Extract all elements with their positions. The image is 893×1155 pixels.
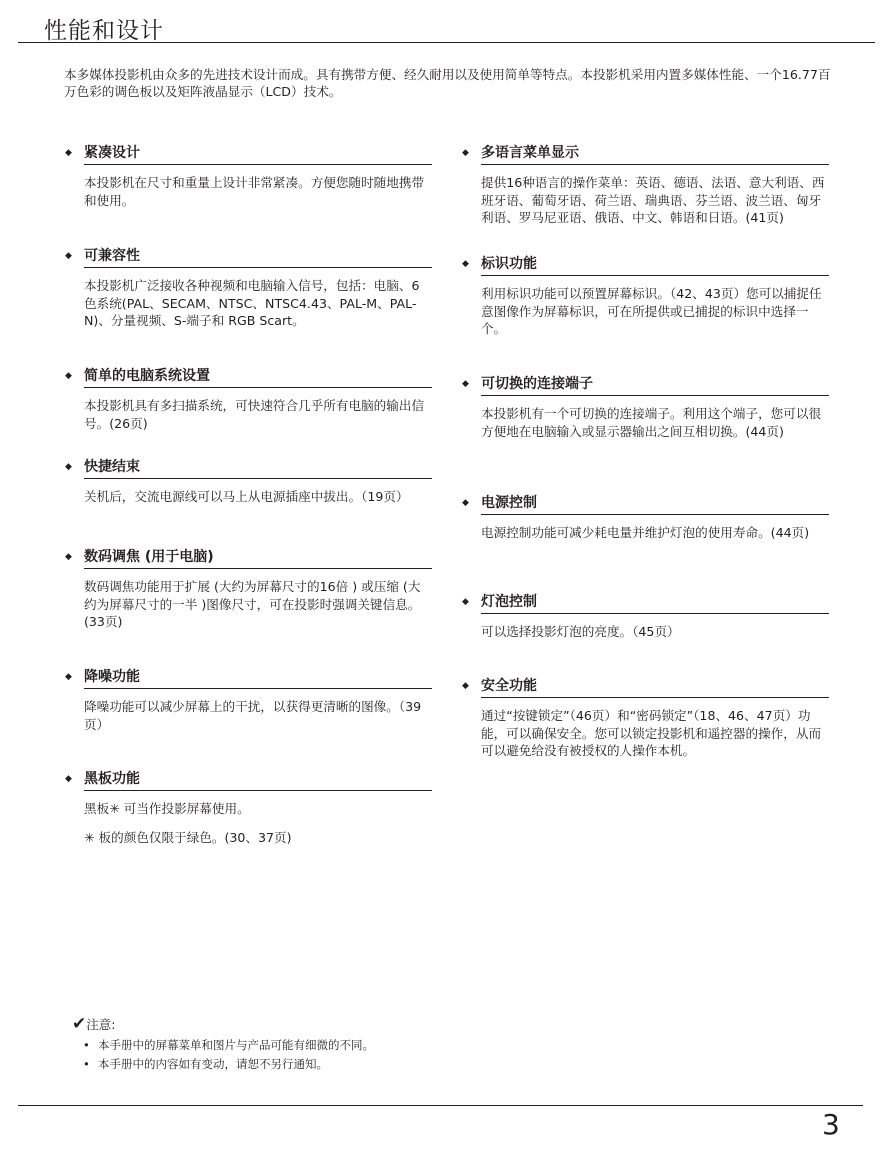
- section-heading: [65, 769, 432, 791]
- section-power-control: [461, 493, 829, 542]
- section-body: [84, 174, 432, 209]
- section-compact-design: [64, 143, 432, 209]
- section-title: 可兼容性: [84, 248, 140, 264]
- note-text: 本手册中的内容如有变动，请恕不另行通知。: [98, 1057, 328, 1071]
- diamond-bullet-icon: ◆: [65, 371, 72, 381]
- section-security: [461, 676, 829, 760]
- section-compatibility: [64, 246, 432, 330]
- section-heading: [65, 143, 432, 165]
- section-title: 简单的电脑系统设置: [84, 368, 210, 384]
- note-list: [72, 1036, 572, 1074]
- section-noise-reduction: [64, 667, 432, 733]
- section-title: 黑板功能: [84, 771, 140, 787]
- bullet-dot-icon: •: [83, 1057, 90, 1071]
- body-text: 可以选择投影灯泡的亮度。（45页）: [481, 624, 680, 639]
- section-body: [481, 623, 829, 641]
- body-text: 本投影机广泛接收各种视频和电脑输入信号，包括：电脑、6色系统(PAL、SECAM、NTSC、NTSC4.43、PAL-M、PAL-N)、分量视频、S-端子和 RGB Scart。: [84, 278, 420, 328]
- section-body: [481, 405, 829, 440]
- diamond-bullet-icon: ◆: [65, 774, 72, 784]
- section-heading: [462, 143, 829, 165]
- section-heading: [65, 366, 432, 388]
- section-body: [84, 578, 432, 631]
- section-logo-function: [461, 254, 829, 338]
- body-text: 本投影机有一个可切换的连接端子。利用这个端子，您可以很方便地在电脑输入或显示器输出之间互相切换。(44页): [481, 406, 822, 439]
- section-body: [84, 800, 432, 846]
- body-text: 关机后，交流电源线可以马上从电源插座中拔出。（19页）: [84, 489, 409, 504]
- section-switchable-terminal: [461, 374, 829, 440]
- diamond-bullet-icon: ◆: [65, 148, 72, 158]
- page-title: 性能和设计: [44, 18, 164, 44]
- diamond-bullet-icon: ◆: [462, 681, 469, 691]
- body-text: 数码调焦功能用于扩展 (大约为屏幕尺寸的16倍 ) 或压缩 (大约为屏幕尺寸的一半 )图像尺寸，可在投影时强调关键信息。(33页): [84, 579, 421, 629]
- page-number: 3: [822, 1108, 840, 1141]
- checkmark-icon: ✔: [72, 1014, 87, 1034]
- section-blackboard: [64, 769, 432, 846]
- section-title: 多语言菜单显示: [481, 145, 579, 161]
- section-body: [481, 174, 829, 227]
- body-text: 本投影机在尺寸和重量上设计非常紧凑。方便您随时随地携带和使用。: [84, 175, 425, 208]
- section-quick-shutdown: [64, 457, 432, 506]
- section-pc-setup: [64, 366, 432, 432]
- body-text: 黑板✳ 可当作投影屏幕使用。: [84, 801, 250, 816]
- section-title: 安全功能: [481, 678, 537, 694]
- body-text: 利用标识功能可以预置屏幕标识。（42、43页）您可以捕捉任意图像作为屏幕标识，可在所提供或已捕捉的标识中选择一个。: [481, 286, 822, 336]
- section-heading: [462, 374, 829, 396]
- body-text: 本投影机具有多扫描系统，可快速符合几乎所有电脑的输出信号。(26页): [84, 398, 425, 431]
- section-title: 电源控制: [481, 495, 537, 511]
- body-text: 通过“按键锁定”（46页）和“密码锁定”（18、46、47页）功能，可以确保安全。您可以锁定投影机和遥控器的操作，从而可以避免给没有被授权的人操作本机。: [481, 708, 822, 758]
- diamond-bullet-icon: ◆: [65, 672, 72, 682]
- diamond-bullet-icon: ◆: [462, 379, 469, 389]
- section-heading: [65, 246, 432, 268]
- section-title: 标识功能: [481, 256, 537, 272]
- body-text: 电源控制功能可减少耗电量并维护灯泡的使用寿命。(44页): [481, 525, 810, 540]
- section-body: [84, 488, 432, 506]
- section-body: [84, 397, 432, 432]
- section-heading: [462, 676, 829, 698]
- body-text: 降噪功能可以减少屏幕上的干扰，以获得更清晰的图像。（39页）: [84, 699, 422, 732]
- diamond-bullet-icon: ◆: [65, 462, 72, 472]
- section-title: 可切换的连接端子: [481, 376, 593, 392]
- section-lamp-control: [461, 592, 829, 641]
- section-heading: [65, 667, 432, 689]
- section-body: [84, 277, 432, 330]
- bullet-dot-icon: •: [83, 1038, 90, 1052]
- note-item: [72, 1036, 572, 1055]
- note-text: 本手册中的屏幕菜单和图片与产品可能有细微的不同。: [98, 1038, 374, 1052]
- section-body: [84, 698, 432, 733]
- diamond-bullet-icon: ◆: [462, 148, 469, 158]
- section-digital-zoom: [64, 547, 432, 631]
- footnote-text: ✳ 板的颜色仅限于绿色。(30、37页): [84, 829, 292, 845]
- section-heading: [462, 592, 829, 614]
- section-title: 紧凑设计: [84, 145, 140, 161]
- note-label: 注意:: [86, 1017, 116, 1032]
- note-block: [72, 1015, 572, 1074]
- intro-paragraph: 本多媒体投影机由众多的先进技术设计而成。具有携带方便、经久耐用以及使用简单等特点。本投影机采用内置多媒体性能、一个16.77百万色彩的调色板以及矩阵液晶显示（LCD）技术。: [64, 67, 831, 99]
- section-title: 数码调焦 (用于电脑): [84, 549, 214, 565]
- section-heading: [462, 254, 829, 276]
- footer-rule: [18, 1105, 863, 1106]
- diamond-bullet-icon: ◆: [65, 552, 72, 562]
- diamond-bullet-icon: ◆: [462, 259, 469, 269]
- section-title: 灯泡控制: [481, 594, 537, 610]
- title-rule: [18, 42, 875, 43]
- note-heading: [72, 1015, 572, 1034]
- section-heading: [65, 457, 432, 479]
- section-body: [481, 707, 829, 760]
- section-heading: [65, 547, 432, 569]
- diamond-bullet-icon: ◆: [65, 251, 72, 261]
- section-body: [481, 285, 829, 338]
- diamond-bullet-icon: ◆: [462, 597, 469, 607]
- section-heading: [462, 493, 829, 515]
- diamond-bullet-icon: ◆: [462, 498, 469, 508]
- section-multilanguage-menu: [461, 143, 829, 227]
- body-text: 提供16种语言的操作菜单：英语、德语、法语、意大利语、西班牙语、葡萄牙语、荷兰语、瑞典语、芬兰语、波兰语、匈牙利语、罗马尼亚语、俄语、中文、韩语和日语。(41页): [481, 175, 825, 225]
- note-item: [72, 1055, 572, 1074]
- section-title: 降噪功能: [84, 669, 140, 685]
- section-body: [481, 524, 829, 542]
- section-title: 快捷结束: [84, 459, 140, 475]
